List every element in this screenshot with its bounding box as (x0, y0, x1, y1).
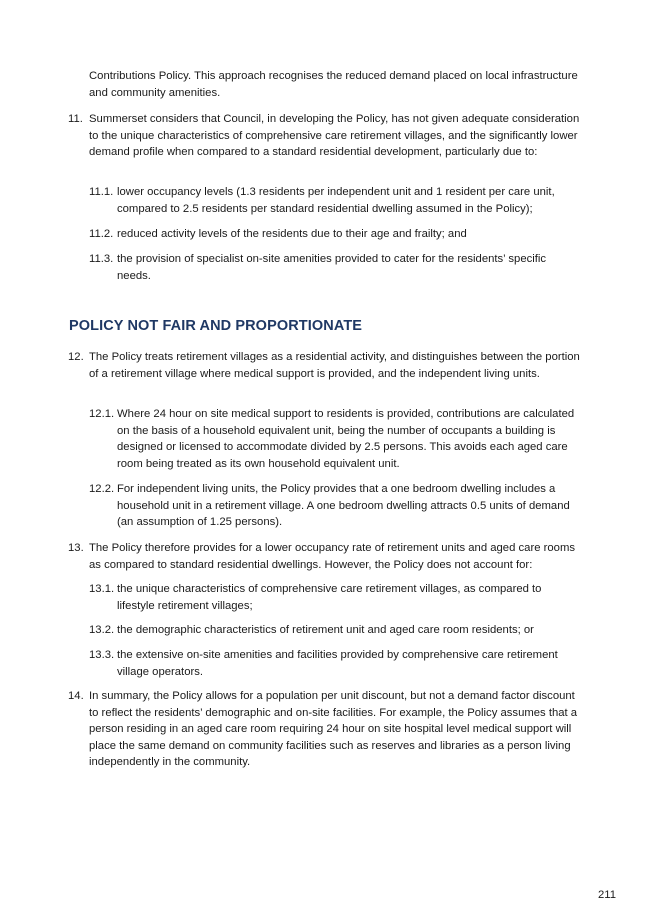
paragraph-number: 12.1. (89, 408, 115, 420)
paragraph-13-1: 13.1. the unique characteristics of comprehensive care retirement villages, as compared to lifestyle retirement villages; (89, 583, 542, 612)
paragraph-number: 11.2. (89, 228, 114, 240)
page-number: 211 (597, 889, 616, 901)
paragraph-12-1: 12.1. Where 24 hour on site medical support to residents is provided, contributions are calculated on the basis of a household equivalent unit, being the number of occupants a building is designed or licensed to accommodate divided by 2.5 persons. This avoids each aged care room being treated as its own household equivalent unit. (89, 408, 575, 470)
intro-paragraph: Contributions Policy. This approach recognises the reduced demand placed on local infrastructure and community amenities. (89, 70, 578, 99)
paragraph-11-1: 11.1. lower occupancy levels (1.3 residents per independent unit and 1 resident per care unit, compared to 2.5 residents per standard residential dwelling assumed in the Policy); (89, 186, 555, 215)
paragraph-11-3: 11.3. the provision of specialist on-site amenities provided to cater for the residents’ specific needs. (89, 253, 547, 282)
paragraph-11-2: 11.2. reduced activity levels of the residents due to their age and frailty; and (89, 226, 580, 243)
paragraph-number: 11. (68, 113, 83, 125)
paragraph-number: 13. (68, 542, 84, 554)
paragraph-13: 13. The Policy therefore provides for a lower occupancy rate of retirement units and aged care rooms as compared to standard residential dwellings. However, the Policy does not account for: (68, 542, 576, 571)
paragraph-13-2: 13.2. the demographic characteristics of retirement unit and aged care room residents; or (89, 622, 580, 639)
paragraph-11: 11. Summerset considers that Council, in developing the Policy, has not given adequate consideration to the unique characteristics of comprehensive care retirement villages, and the significantly lower demand profile when compared to a standard residential development, particularly due to: (68, 113, 580, 158)
paragraph-12: 12. The Policy treats retirement villages as a residential activity, and distinguishes between the portion of a retirement village where medical support is provided, and the independent living units. (68, 351, 580, 380)
paragraph-number: 11.1. (89, 186, 114, 198)
paragraph-number: 13.1. (89, 583, 115, 595)
paragraph-13-3: 13.3. the extensive on-site amenities and facilities provided by comprehensive care retirement village operators. (89, 649, 558, 678)
paragraph-number: 13.2. (89, 624, 115, 636)
paragraph-number: 11.3. (89, 253, 114, 265)
paragraph-14: 14. In summary, the Policy allows for a population per unit discount, but not a demand factor discount to reflect the residents’ demographic and on-site facilities. For example, the Policy assumes that a person residing in an aged care room requiring 24 hour on site hospital level medical support will place the same demand on community facilities such as reserves and libraries as a person living independently in the community. (68, 690, 578, 768)
paragraph-number: 13.3. (89, 649, 115, 661)
section-heading: POLICY NOT FAIR AND PROPORTIONATE (69, 318, 363, 334)
paragraph-number: 14. (68, 690, 84, 702)
paragraph-12-2: 12.2. For independent living units, the Policy provides that a one bedroom dwelling includes a household unit in a retirement village. A one bedroom dwelling attracts 0.5 units of demand (an assumption of 1.25 persons). (89, 483, 570, 528)
paragraph-number: 12.2. (89, 483, 115, 495)
paragraph-number: 12. (68, 351, 84, 363)
